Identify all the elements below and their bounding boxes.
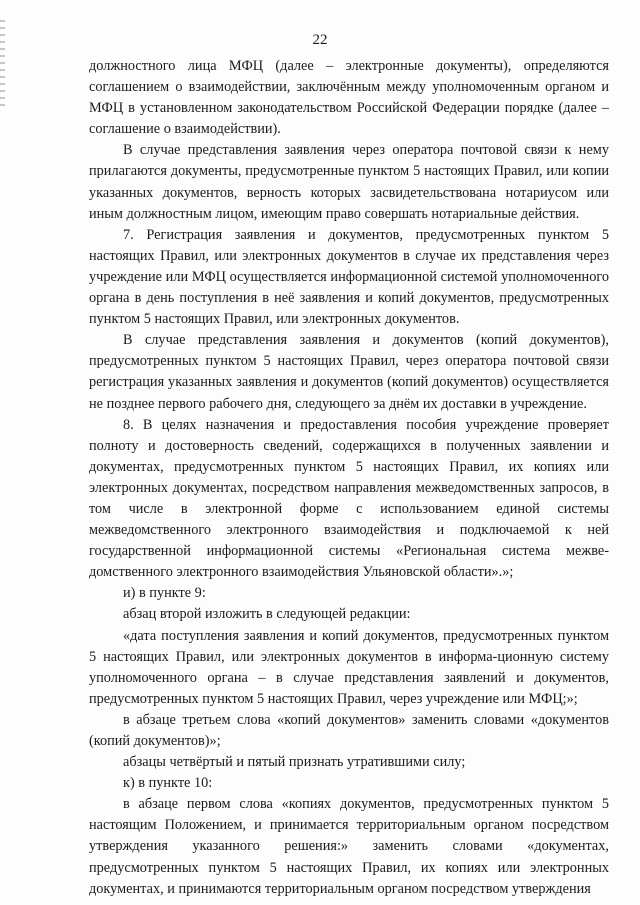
paragraph: «дата поступления заявления и копий документов, предусмотренных пунктом 5 настоящих Правил, или электронных документов в информа-ционную систему уполномоченного органа – в случае представления заявлений и документов, предусмотренных пунктом 5 настоящих Правил, через учреждение или МФЦ;»; <box>89 627 609 707</box>
paragraph: абзац второй изложить в следующей редакции: <box>123 606 411 623</box>
paragraph: В случае представления заявления и документов (копий документов), предусмотренных пунктом 5 настоящих Правил, через оператора почтовой связи регистрация указанных заявления и документов (копий документов) осуществляется не позднее первого рабочего дня, следующего за днём их доставки в учреждение. <box>89 332 609 412</box>
paragraph: в абзаце первом слова «копиях документов, предусмотренных пунктом 5 настоящим Положением, и принимается территориальным органом посредством утверждения указанного решения:» заменить словами «документах, предусмотренных пунктом 5 настоящих Правил, их копиях или электронных документах, и принимаются территориальным органом посредством утверждения <box>89 796 609 897</box>
paragraph: 8. В целях назначения и предоставления пособия учреждение проверяет полноту и достоверность сведений, содержащихся в полученных заявлении и документах, предусмотренных пунктом 5 настоящих Правил, их копиях или электронных документах, посредством направления межведомственных запросов, в том числе в электронной форме с использованием единой системы межведомственного электронного взаимодействия и подключаемой к ней государственной информационной системы «Региональная система межве-домственного электронного взаимодействия Ульяновской области».»; <box>89 416 609 581</box>
paragraph: абзацы четвёртый и пятый признать утратившими силу; <box>123 754 466 771</box>
page-number: 22 <box>312 32 328 48</box>
paragraph: в абзаце третьем слова «копий документов» заменить словами «документов (копий документов)»; <box>89 711 609 749</box>
list-item-heading: к) в пункте 10: <box>123 775 213 792</box>
paragraph: должностного лица МФЦ (далее – электронные документы), определяются соглашением о взаимодействии, заключённым между уполномоченным органом и МФЦ в установленном законодательством Российской Федерации порядке (далее – соглашение о взаимодействии). <box>89 58 609 138</box>
list-item-heading: и) в пункте 9: <box>123 585 206 602</box>
document-body <box>89 56 609 900</box>
paragraph: 7. Регистрация заявления и документов, предусмотренных пунктом 5 настоящих Правил, или электронных документов в случае их представления через учреждение или МФЦ осуществляется информационной системой уполномоченного органа в день поступления в неё заявления и копий документов, предусмотренных пунктом 5 настоящих Правил, или электронных документов. <box>89 226 609 328</box>
paragraph: В случае представления заявления через оператора почтовой связи к нему прилагаются документы, предусмотренные пунктом 5 настоящих Правил, или копии указанных документов, верность которых засвидетельствована нотариусом или иным должностным лицом, имеющим право совершать нотариальные действия. <box>89 142 609 222</box>
